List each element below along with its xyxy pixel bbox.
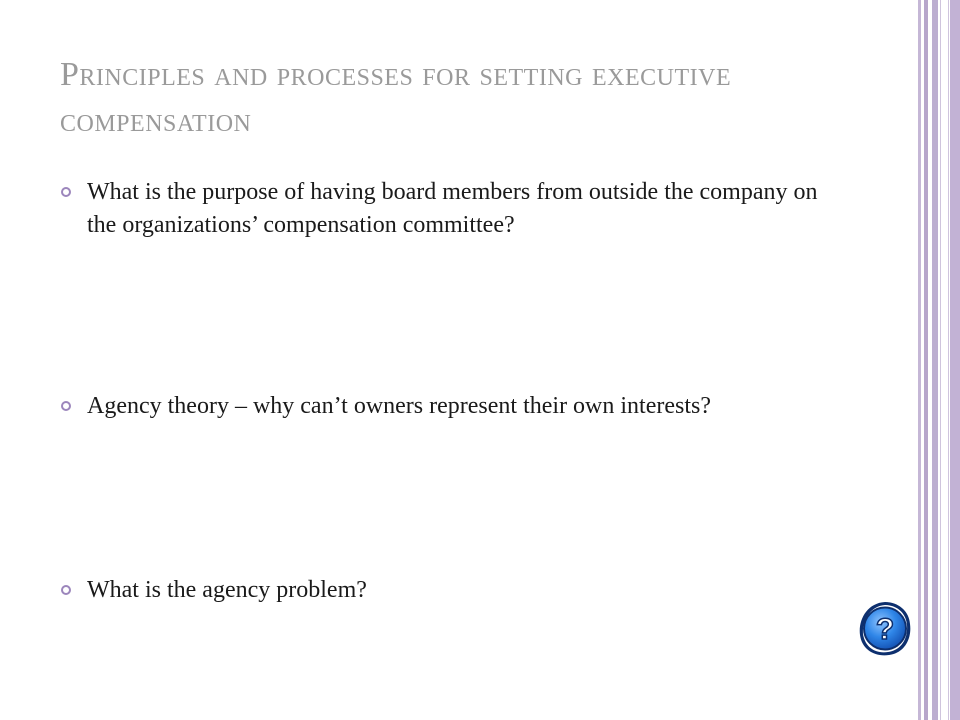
bullet-circle-icon bbox=[61, 187, 71, 197]
bullet-item bbox=[60, 390, 840, 423]
bullet-item bbox=[60, 176, 840, 242]
bullet-circle-icon bbox=[61, 401, 71, 411]
right-border-decoration bbox=[918, 0, 960, 720]
question-mark-icon bbox=[857, 600, 913, 658]
border-stripe bbox=[924, 0, 928, 720]
help-button[interactable] bbox=[857, 600, 913, 658]
border-stripe bbox=[932, 0, 938, 720]
bullet-circle-icon bbox=[61, 585, 71, 595]
border-stripe bbox=[950, 0, 960, 720]
border-stripe bbox=[918, 0, 921, 720]
slide-title: Principles and processes for setting executive compensation bbox=[60, 56, 732, 139]
bullet-text: Agency theory – why can’t owners represent their own interests? bbox=[87, 393, 712, 419]
bullet-item bbox=[60, 574, 840, 607]
border-stripe bbox=[940, 0, 949, 720]
bullet-text: What is the agency problem? bbox=[87, 577, 367, 603]
bullet-text: What is the purpose of having board members from outside the company on the organizations’ compensation committee? bbox=[87, 179, 818, 238]
help-symbol: ? bbox=[875, 613, 895, 646]
